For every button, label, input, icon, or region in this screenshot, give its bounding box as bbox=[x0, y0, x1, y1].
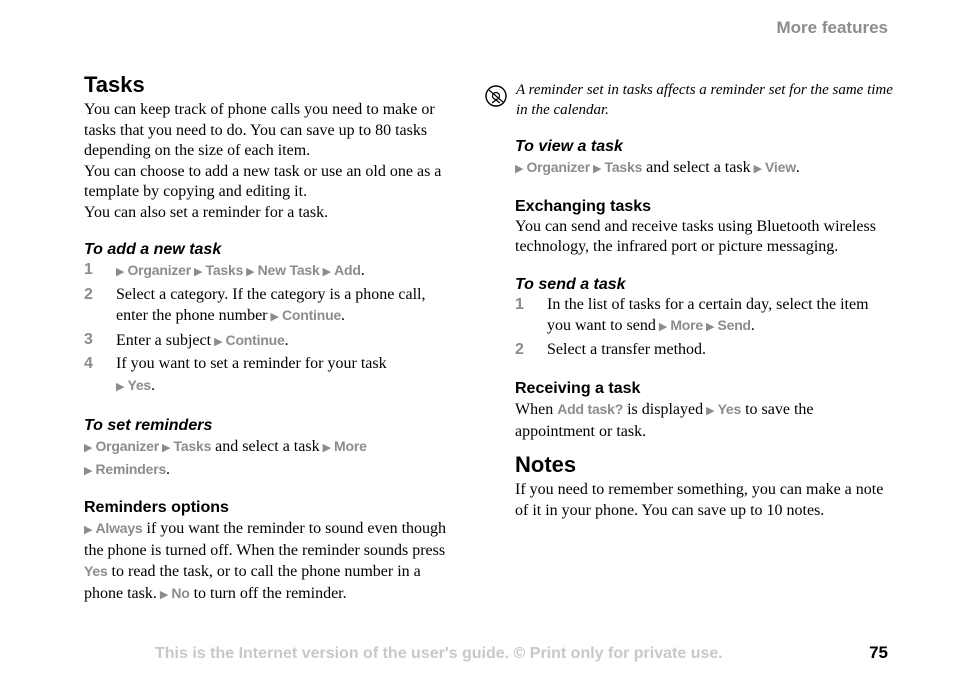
tasks-intro-1: You can keep track of phone calls you need to make or tasks that you need to do. You can save up to 80 tasks depending on the size of each item. bbox=[84, 101, 435, 159]
body-text: When bbox=[515, 401, 554, 418]
exchanging-heading: Exchanging tasks bbox=[515, 197, 652, 215]
view-task-heading: To view a task bbox=[515, 138, 623, 155]
footer-disclaimer: This is the Internet version of the user's guide. © Print only for private use. bbox=[155, 645, 723, 662]
set-reminders-heading: To set reminders bbox=[84, 417, 213, 434]
tasks-intro-3: You can also set a reminder for a task. bbox=[84, 203, 329, 221]
tasks-heading: Tasks bbox=[84, 72, 145, 97]
tip-note bbox=[484, 80, 894, 120]
arrow-icon: ▶ bbox=[162, 442, 171, 454]
menu-continue: Continue bbox=[281, 307, 342, 323]
right-column bbox=[484, 80, 894, 521]
arrow-icon: ▶ bbox=[515, 163, 524, 175]
arrow-icon: ▶ bbox=[322, 442, 332, 454]
set-reminders-path bbox=[84, 436, 456, 481]
punct: . bbox=[341, 307, 346, 324]
menu-add-task: Add task? bbox=[557, 401, 624, 417]
menu-organizer: Organizer bbox=[526, 159, 591, 175]
punct: . bbox=[750, 317, 755, 334]
arrow-icon: ▶ bbox=[194, 266, 203, 278]
send-task-step-2 bbox=[515, 340, 894, 361]
body-text: to turn off the reminder. bbox=[193, 584, 347, 602]
body-text: if you want the reminder to sound even though the phone is turned off. When the reminder sounds press bbox=[84, 520, 447, 559]
tasks-intro-2: You can choose to add a new task or use an old one as a template by copying and editing it. bbox=[84, 162, 442, 200]
menu-yes: Yes bbox=[84, 563, 108, 579]
step-number: 1 bbox=[84, 261, 93, 278]
arrow-icon: ▶ bbox=[322, 266, 332, 278]
menu-organizer: Organizer bbox=[95, 438, 160, 454]
arrow-icon: ▶ bbox=[706, 321, 715, 333]
step-text: In the list of tasks for a certain day, select the item you want to send bbox=[547, 295, 869, 334]
send-task-heading: To send a task bbox=[515, 275, 626, 293]
body-text: is displayed bbox=[627, 401, 704, 418]
page-number: 75 bbox=[869, 643, 888, 662]
reminder-options-heading: Reminders options bbox=[84, 499, 229, 516]
menu-no: No bbox=[171, 584, 190, 601]
step-number: 3 bbox=[84, 330, 93, 348]
arrow-icon: ▶ bbox=[270, 311, 279, 323]
arrow-icon: ▶ bbox=[214, 335, 223, 348]
step-text: If you want to set a reminder for your task bbox=[116, 355, 387, 372]
step-number: 2 bbox=[515, 340, 524, 358]
arrow-icon: ▶ bbox=[116, 266, 125, 278]
menu-more: More bbox=[334, 438, 367, 454]
step-number: 1 bbox=[515, 295, 524, 313]
view-task-path bbox=[515, 157, 894, 180]
punct: . bbox=[360, 262, 365, 279]
exchanging-text: You can send and receive tasks using Bluetooth wireless technology, the infrared port or picture messaging. bbox=[515, 217, 876, 255]
section-header: More features bbox=[776, 18, 888, 37]
tip-icon bbox=[484, 80, 516, 120]
add-task-step-1 bbox=[84, 260, 456, 283]
punct: . bbox=[284, 331, 289, 349]
notes-heading: Notes bbox=[515, 452, 577, 477]
arrow-icon: ▶ bbox=[84, 442, 93, 454]
arrow-icon: ▶ bbox=[116, 380, 125, 393]
punct: . bbox=[795, 159, 800, 176]
menu-organizer: Organizer bbox=[127, 262, 192, 278]
path-text: and select a task bbox=[215, 438, 320, 455]
menu-tasks: Tasks bbox=[604, 159, 643, 175]
receiving-text bbox=[515, 399, 894, 442]
menu-yes: Yes bbox=[717, 401, 742, 417]
arrow-icon: ▶ bbox=[84, 524, 93, 536]
menu-tasks: Tasks bbox=[173, 438, 212, 454]
menu-reminders: Reminders bbox=[95, 460, 167, 477]
path-text: and select a task bbox=[646, 159, 751, 176]
body-text: to save the appointment or task. bbox=[515, 401, 814, 440]
reminder-options-text bbox=[84, 518, 456, 605]
step-number: 2 bbox=[84, 285, 93, 303]
arrow-icon: ▶ bbox=[753, 163, 763, 175]
menu-view: View bbox=[765, 159, 796, 175]
step-text: Enter a subject bbox=[116, 331, 212, 349]
arrow-icon: ▶ bbox=[658, 321, 668, 333]
menu-yes: Yes bbox=[127, 376, 152, 393]
arrow-icon: ▶ bbox=[706, 405, 715, 417]
add-task-heading: To add a new task bbox=[84, 241, 222, 258]
punct: . bbox=[151, 376, 156, 394]
arrow-icon: ▶ bbox=[593, 163, 602, 175]
menu-send: Send bbox=[717, 317, 751, 333]
menu-always: Always bbox=[95, 520, 143, 536]
punct: . bbox=[166, 460, 171, 478]
arrow-icon: ▶ bbox=[246, 266, 255, 278]
send-task-step-1 bbox=[515, 295, 894, 338]
arrow-icon: ▶ bbox=[159, 588, 169, 601]
tip-text: A reminder set in tasks affects a reminder set for the same time in the calendar. bbox=[516, 82, 893, 118]
left-column bbox=[84, 70, 456, 605]
receiving-heading: Receiving a task bbox=[515, 380, 641, 397]
menu-add: Add bbox=[334, 262, 361, 278]
add-task-step-4 bbox=[84, 354, 456, 397]
step-text: Select a transfer method. bbox=[547, 340, 707, 358]
menu-tasks: Tasks bbox=[205, 262, 244, 278]
arrow-icon: ▶ bbox=[84, 464, 93, 477]
menu-more: More bbox=[670, 317, 703, 333]
menu-new-task: New Task bbox=[257, 262, 320, 278]
notes-text: If you need to remember something, you can make a note of it in your phone. You can save up to 10 notes. bbox=[515, 481, 884, 519]
add-task-step-3 bbox=[84, 330, 456, 353]
step-number: 4 bbox=[84, 355, 93, 372]
add-task-step-2 bbox=[84, 285, 456, 328]
step-text: Select a category. If the category is a phone call, enter the phone number bbox=[116, 285, 426, 324]
body-text: to read the task, or to call the phone number in a phone task. bbox=[84, 563, 421, 602]
menu-continue: Continue bbox=[225, 331, 285, 348]
